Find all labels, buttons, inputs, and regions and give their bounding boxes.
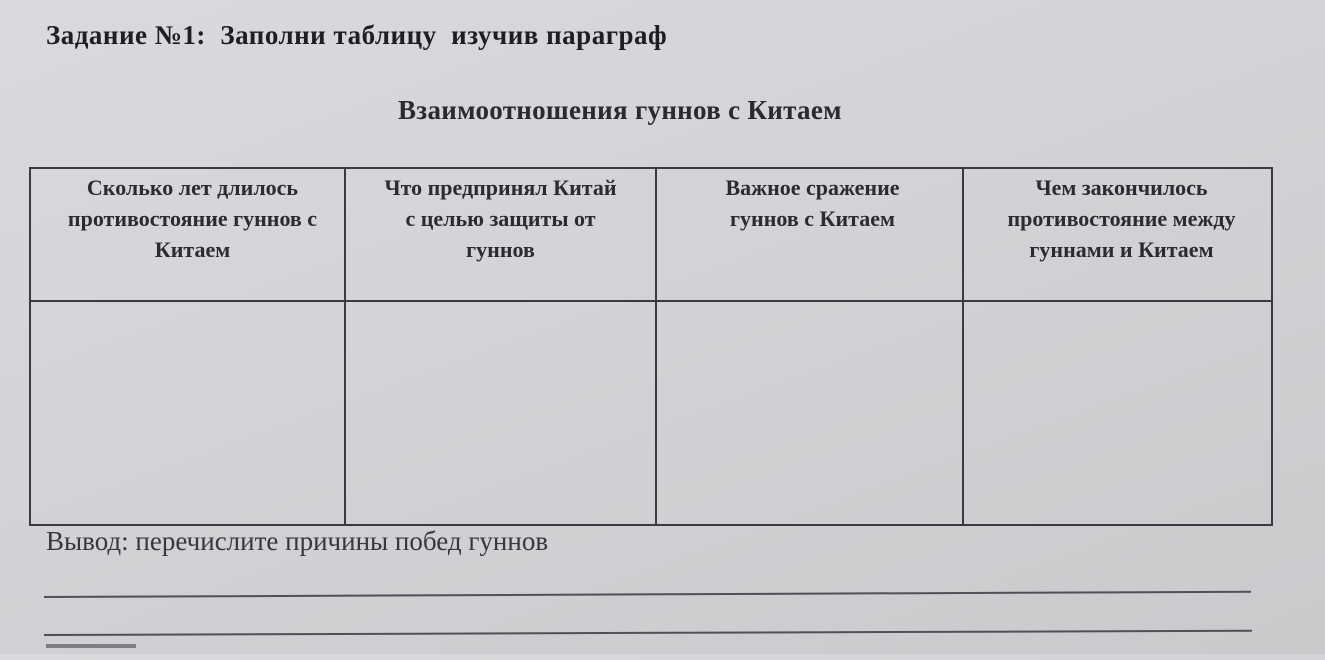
- conclusion-label: Вывод: перечислите причины побед гуннов: [46, 526, 549, 556]
- table-row: [30, 301, 1272, 525]
- answer-line[interactable]: [44, 591, 1251, 598]
- answer-cell[interactable]: [30, 301, 345, 525]
- table-header-cell: Что предпринял Китай с целью защиты от гуннов: [345, 168, 656, 301]
- answer-cell[interactable]: [656, 301, 963, 525]
- answer-line[interactable]: [44, 630, 1252, 636]
- answer-cell[interactable]: [963, 301, 1272, 525]
- table-title: Взаимоотношения гуннов с Китаем: [398, 95, 842, 125]
- answer-table: [29, 167, 1273, 526]
- table-header-row: [30, 168, 1272, 301]
- answer-cell[interactable]: [345, 301, 656, 525]
- table-header-cell: Важное сражение гуннов с Китаем: [656, 168, 963, 301]
- cropped-text-fragment: [46, 644, 136, 660]
- task-title: Задание №1: Заполни таблицу изучив параграф: [46, 20, 668, 50]
- table-header-cell: Сколько лет длилось противостояние гуннов с Китаем: [30, 168, 345, 301]
- table-header-cell: Чем закончилось противостояние между гуннами и Китаем: [963, 168, 1272, 301]
